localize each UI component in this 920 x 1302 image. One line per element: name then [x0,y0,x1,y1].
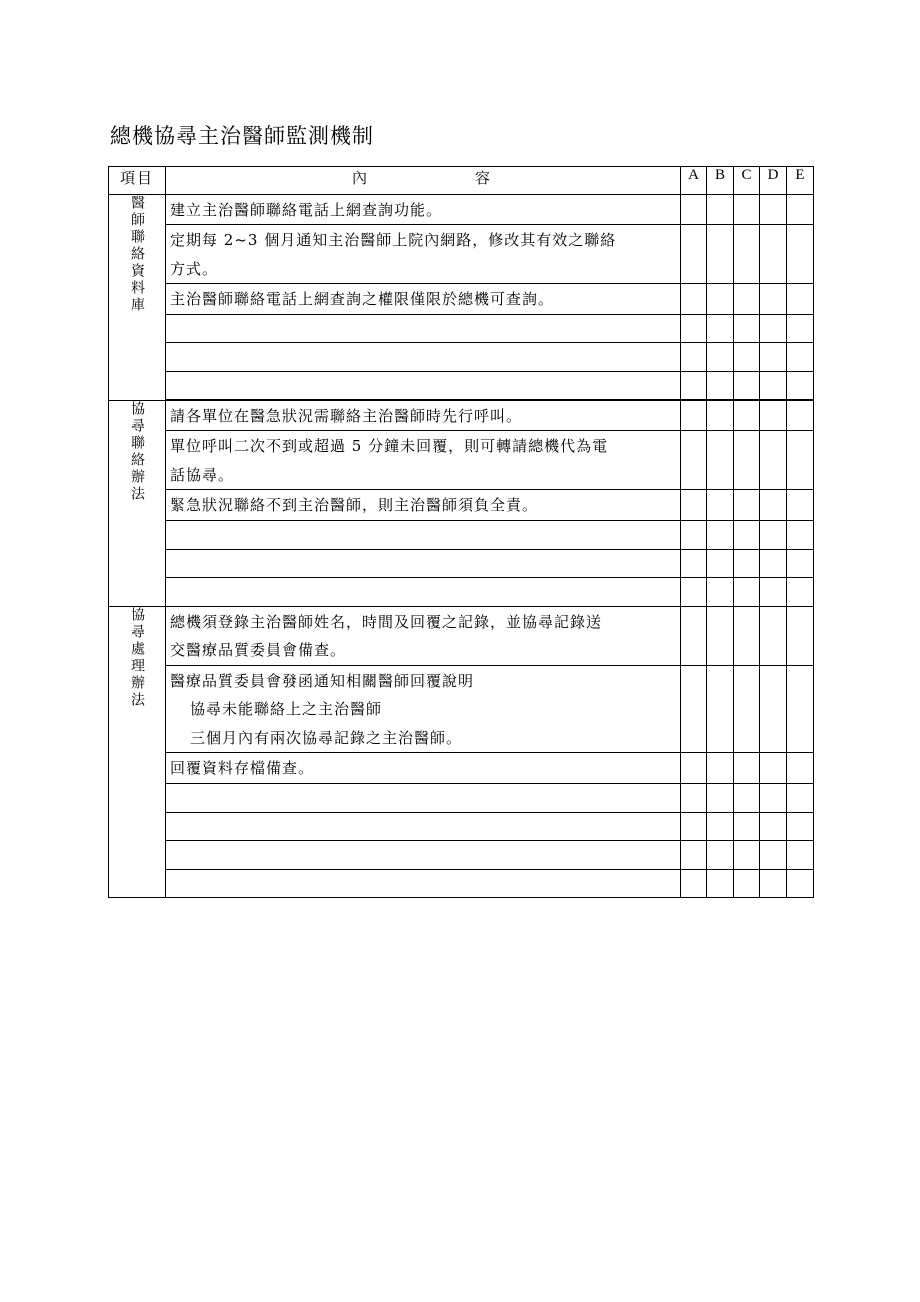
table-row [109,812,814,840]
check-cell-c[interactable] [734,606,760,665]
check-cell-b[interactable] [707,840,734,869]
check-cell-c[interactable] [734,371,760,399]
check-cell-b[interactable] [707,225,734,284]
content-cell [166,577,681,606]
category-label: 協尋處理辦法 [129,606,145,709]
header-row [109,167,814,195]
content-cell [166,431,681,490]
document-title: 總機協尋主治醫師監測機制 [110,124,374,148]
check-cell-a[interactable] [681,606,707,665]
check-cell-a[interactable] [681,490,707,521]
check-cell-d[interactable] [760,284,787,315]
check-cell-c[interactable] [734,314,760,342]
check-cell-e[interactable] [787,431,814,490]
content-cell [166,753,681,784]
check-cell-d[interactable] [760,840,787,869]
content-line: 協尋未能聯絡上之主治醫師 [190,700,383,718]
check-cell-d[interactable] [760,577,787,606]
content-cell [166,549,681,577]
check-cell-a[interactable] [681,869,707,897]
check-cell-e[interactable] [787,753,814,784]
table-row [109,314,814,342]
check-cell-c[interactable] [734,431,760,490]
content-line: 醫療品質委員會發函通知相關醫師回覆說明 [170,671,475,690]
category-label: 醫師聯絡資料庫 [129,194,145,314]
content-cell [166,665,681,753]
content-line: 請各單位在醫急狀況需聯絡主治醫師時先行呼叫。 [170,406,523,425]
check-cell-b[interactable] [707,371,734,399]
check-cell-d[interactable] [760,314,787,342]
check-cell-c[interactable] [734,400,760,431]
check-cell-e[interactable] [787,812,814,840]
check-cell-c[interactable] [734,549,760,577]
check-cell-b[interactable] [707,665,734,753]
check-cell-b[interactable] [707,342,734,371]
content-line: 回覆資料存檔備查。 [170,759,315,777]
content-cell [166,284,681,315]
check-cell-a[interactable] [681,520,707,549]
check-cell-a[interactable] [681,342,707,371]
category-cell [109,400,166,606]
content-cell [166,225,681,284]
header-col-e: E [787,167,814,195]
content-cell [166,606,681,665]
content-line: 單位呼叫二次不到或超過 5 分鐘未回覆，則可轉請總機代為電 [170,437,609,455]
header-content-left: 內 [352,169,368,187]
content-line: 建立主治醫師聯絡電話上網查詢功能。 [170,200,443,219]
check-cell-e[interactable] [787,840,814,869]
content-line: 三個月內有兩次協尋記錄之主治醫師。 [190,728,463,747]
header-col-c: C [734,167,760,195]
check-cell-a[interactable] [681,284,707,315]
header-col-a: A [681,167,707,195]
check-cell-b[interactable] [707,549,734,577]
check-cell-b[interactable] [707,490,734,521]
check-cell-b[interactable] [707,194,734,225]
table-row [109,549,814,577]
check-cell-c[interactable] [734,342,760,371]
check-cell-a[interactable] [681,783,707,812]
content-cell [166,812,681,840]
check-cell-a[interactable] [681,314,707,342]
table-row [109,606,814,665]
check-cell-d[interactable] [760,869,787,897]
check-cell-c[interactable] [734,520,760,549]
header-item: 項目 [109,167,166,195]
check-cell-e[interactable] [787,194,814,225]
check-cell-c[interactable] [734,194,760,225]
check-cell-e[interactable] [787,869,814,897]
check-cell-d[interactable] [760,371,787,399]
check-cell-b[interactable] [707,520,734,549]
check-cell-d[interactable] [760,812,787,840]
check-cell-d[interactable] [760,783,787,812]
check-cell-d[interactable] [760,549,787,577]
content-line: 方式。 [170,259,219,278]
table-row [109,783,814,812]
check-cell-d[interactable] [760,194,787,225]
table-row [109,665,814,753]
content-line: 交醫療品質委員會備查。 [170,641,347,659]
content-cell [166,840,681,869]
header-content [166,167,681,195]
content-line: 緊急狀況聯絡不到主治醫師，則主治醫師須負全責。 [170,496,539,514]
check-cell-a[interactable] [681,812,707,840]
table-row [109,342,814,371]
table-row [109,490,814,521]
header-content-right: 容 [474,169,490,187]
check-cell-a[interactable] [681,225,707,284]
table-row [109,840,814,869]
check-cell-d[interactable] [760,490,787,521]
content-line: 總機須登錄主治醫師姓名，時間及回覆之記錄，並協尋記錄送 [170,612,603,631]
monitoring-table [108,166,814,898]
check-cell-a[interactable] [681,194,707,225]
check-cell-b[interactable] [707,606,734,665]
content-cell [166,869,681,897]
check-cell-a[interactable] [681,753,707,784]
check-cell-c[interactable] [734,753,760,784]
table-row [109,284,814,315]
table-row [109,869,814,897]
check-cell-e[interactable] [787,284,814,315]
table-row [109,520,814,549]
content-cell [166,490,681,521]
category-cell [109,194,166,400]
check-cell-b[interactable] [707,812,734,840]
check-cell-c[interactable] [734,840,760,869]
check-cell-e[interactable] [787,342,814,371]
table-row [109,577,814,606]
check-cell-b[interactable] [707,783,734,812]
check-cell-b[interactable] [707,284,734,315]
content-line: 主治醫師聯絡電話上網查詢之權限僅限於總機可查詢。 [170,290,555,308]
check-cell-d[interactable] [760,342,787,371]
table-row [109,400,814,431]
check-cell-a[interactable] [681,371,707,399]
content-cell [166,314,681,342]
content-line: 定期每 2~3 個月通知主治醫師上院內網路，修改其有效之聯絡 [170,231,617,249]
category-cell [109,606,166,897]
check-cell-c[interactable] [734,869,760,897]
check-cell-a[interactable] [681,665,707,753]
check-cell-b[interactable] [707,869,734,897]
check-cell-b[interactable] [707,400,734,431]
check-cell-e[interactable] [787,783,814,812]
check-cell-a[interactable] [681,549,707,577]
check-cell-c[interactable] [734,577,760,606]
check-cell-c[interactable] [734,665,760,753]
check-cell-d[interactable] [760,606,787,665]
check-cell-b[interactable] [707,431,734,490]
content-cell [166,194,681,225]
check-cell-c[interactable] [734,225,760,284]
header-col-b: B [707,167,734,195]
check-cell-c[interactable] [734,783,760,812]
check-cell-d[interactable] [760,225,787,284]
check-cell-d[interactable] [760,753,787,784]
check-cell-e[interactable] [787,490,814,521]
check-cell-a[interactable] [681,400,707,431]
check-cell-e[interactable] [787,371,814,399]
check-cell-d[interactable] [760,400,787,431]
check-cell-b[interactable] [707,753,734,784]
check-cell-d[interactable] [760,431,787,490]
check-cell-e[interactable] [787,225,814,284]
table-row [109,371,814,399]
content-cell [166,783,681,812]
check-cell-d[interactable] [760,665,787,753]
content-cell [166,371,681,399]
content-cell [166,400,681,431]
check-cell-a[interactable] [681,840,707,869]
table-row [109,194,814,225]
table-row [109,753,814,784]
check-cell-e[interactable] [787,549,814,577]
check-cell-d[interactable] [760,520,787,549]
content-line: 話協尋。 [170,465,235,484]
check-cell-e[interactable] [787,665,814,753]
header-col-d: D [760,167,787,195]
content-cell [166,520,681,549]
check-cell-c[interactable] [734,284,760,315]
check-cell-c[interactable] [734,812,760,840]
table-row [109,431,814,490]
check-cell-b[interactable] [707,314,734,342]
content-cell [166,342,681,371]
table-row [109,225,814,284]
check-cell-c[interactable] [734,490,760,521]
check-cell-e[interactable] [787,520,814,549]
check-cell-e[interactable] [787,400,814,431]
category-label: 協尋聯絡辦法 [129,400,145,503]
check-cell-e[interactable] [787,314,814,342]
check-cell-e[interactable] [787,606,814,665]
check-cell-e[interactable] [787,577,814,606]
check-cell-a[interactable] [681,577,707,606]
check-cell-a[interactable] [681,431,707,490]
check-cell-b[interactable] [707,577,734,606]
